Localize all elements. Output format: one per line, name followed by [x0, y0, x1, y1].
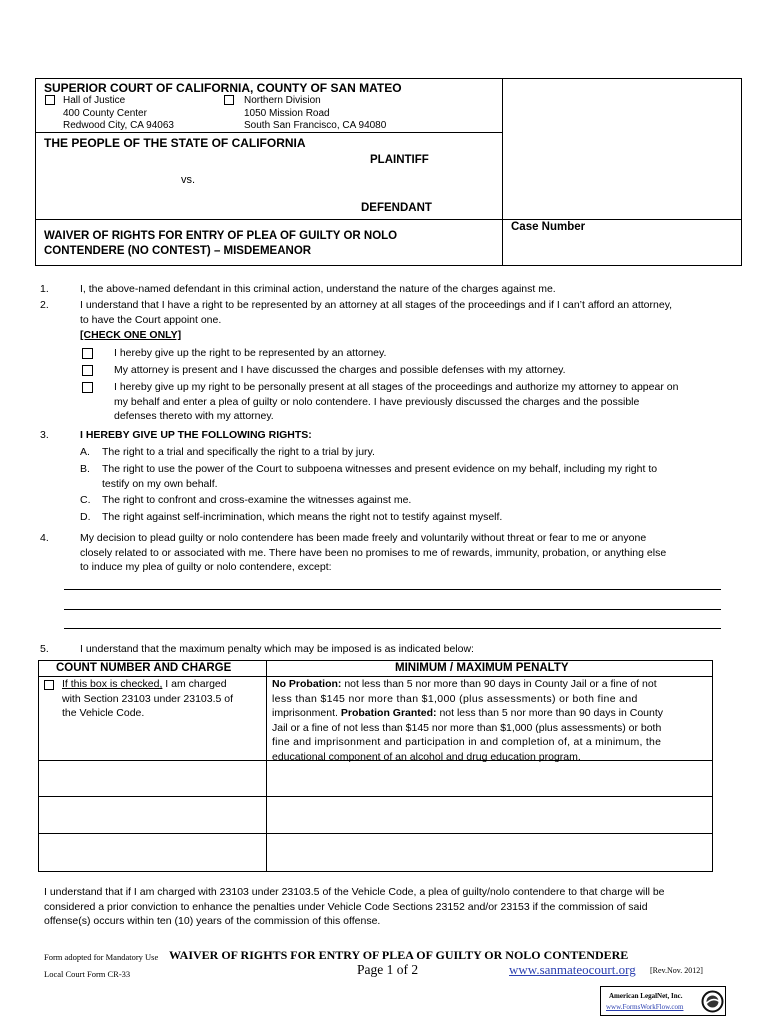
penalty-row-2[interactable]	[267, 761, 711, 795]
footer-page: Page 1 of 2	[357, 962, 419, 977]
people-heading: THE PEOPLE OF THE STATE OF CALIFORNIA	[44, 136, 306, 150]
item-1-text: I, the above-named defendant in this criminal action, understand the nature of the charges against me.	[80, 283, 556, 295]
charge-row-4[interactable]	[39, 834, 265, 870]
right-c-letter: C.	[80, 494, 91, 506]
waive-presence-checkbox[interactable]	[82, 382, 93, 393]
header-border-left	[35, 78, 36, 266]
form-title: WAIVER OF RIGHTS FOR ENTRY OF PLEA OF GUILTY OR NOLO CONTENDERE (NO CONTEST) – MISDEMEANOR	[44, 230, 398, 257]
hall-of-justice-checkbox[interactable]	[45, 95, 55, 105]
defendant-label: DEFENDANT	[361, 202, 432, 214]
publisher-name: American LegalNet, Inc.	[609, 992, 683, 1000]
right-d-text: The right against self-incrimination, which means the right not to testify against myself.	[102, 511, 503, 523]
waive-attorney-text: I hereby give up the right to be represented by an attorney.	[114, 347, 387, 359]
item-2-text: I understand that I have a right to be represented by an attorney at all stages of the proceedings and if I can’t afford an attorney, to have the Court appoint one.	[80, 299, 673, 326]
publisher-logo-icon	[701, 990, 724, 1013]
hall-of-justice-address: Hall of Justice 400 County Center Redwood City, CA 94063	[63, 95, 174, 131]
case-number-label: Case Number	[511, 221, 586, 233]
publisher-box	[600, 986, 726, 1016]
footer-website-link[interactable]: www.sanmateocourt.org	[509, 962, 636, 977]
court-title: SUPERIOR COURT OF CALIFORNIA, COUNTY OF SAN MATEO	[44, 81, 402, 95]
attorney-present-checkbox[interactable]	[82, 365, 93, 376]
exceptions-line-1[interactable]	[64, 589, 721, 590]
item-5-text: I understand that the maximum penalty which may be imposed is as indicated below:	[80, 643, 474, 655]
attorney-present-text: My attorney is present and I have discussed the charges and possible defenses with my attorney.	[114, 364, 566, 376]
right-b-text: The right to use the power of the Court to subpoena witnesses and present evidence on my behalf, including my right to testify on my own behalf.	[102, 463, 658, 490]
header-divider	[502, 78, 503, 266]
right-c-text: The right to confront and cross-examine the witnesses against me.	[102, 494, 412, 506]
versus-label: vs.	[181, 174, 196, 186]
footer-form-id: Local Court Form CR-33	[44, 969, 131, 979]
footer-title: WAIVER OF RIGHTS FOR ENTRY OF PLEA OF GUILTY OR NOLO CONTENDERE	[169, 948, 629, 962]
footer-adopted: Form adopted for Mandatory Use	[44, 952, 159, 962]
item-4-text: My decision to plead guilty or nolo contendere has been made freely and voluntarily without threat or fear to me or anyone closely related to or associated with me. There have been no promises to me of rewards, immunity, probation, or anything else to induce my plea of guilty or nolo contendere, except:	[80, 532, 667, 573]
publisher-link[interactable]: www.FormsWorkFlow.com	[606, 1003, 684, 1011]
exceptions-line-2[interactable]	[64, 609, 721, 610]
right-a-letter: A.	[80, 446, 90, 458]
waive-attorney-checkbox[interactable]	[82, 348, 93, 359]
right-d-letter: D.	[80, 511, 91, 523]
item-2-number: 2.	[40, 299, 49, 311]
northern-division-address: Northern Division 1050 Mission Road South San Francisco, CA 94080	[244, 95, 387, 131]
plaintiff-label: PLAINTIFF	[370, 154, 429, 166]
check-one-only: [CHECK ONE ONLY]	[80, 329, 182, 341]
northern-division-checkbox[interactable]	[224, 95, 234, 105]
rights-heading: I HEREBY GIVE UP THE FOLLOWING RIGHTS:	[80, 429, 312, 441]
vehicle-code-charge: If this box is checked, I am charged with Section 23103 under 23103.5 of the Vehicle Code.	[62, 678, 234, 719]
right-b-letter: B.	[80, 463, 90, 475]
closing-paragraph: I understand that if I am charged with 23103 under 23103.5 of the Vehicle Code, a plea of guilty/nolo contendere to that charge will be considered a prior conviction to enhance the penalties under Vehicle Code Sections 23152 and/or 23153 if the commission of said offense(s) occurs within ten (10) years of the commission of this offense.	[44, 886, 665, 927]
exceptions-line-3[interactable]	[64, 628, 721, 629]
footer-revision: [Rev.Nov. 2012]	[650, 966, 703, 975]
charge-row-3[interactable]	[39, 797, 265, 832]
count-charge-header: COUNT NUMBER AND CHARGE	[56, 662, 232, 674]
item-5-number: 5.	[40, 643, 49, 655]
waive-presence-text: I hereby give up my right to be personally present at all stages of the proceedings and authorize my attorney to appear on my behalf and enter a plea of guilty or nolo contendere. I have previously discussed the charges and the possible defenses thereto with my attorney.	[114, 381, 679, 422]
penalty-header: MINIMUM / MAXIMUM PENALTY	[395, 662, 569, 674]
title-box-top	[35, 219, 742, 220]
vehicle-code-penalty: No Probation: not less than 5 nor more than 90 days in County Jail or a fine of not less than $145 nor more than $1,000 (plus assessments) or both fine and imprisonment. Probation Granted: not less than 5 nor more than 90 days in County Jail or a fine of not less than $145 nor more than $1,000 (plus assessments) or both fine and imprisonment and participation in and completion of, at a minimum, the educational component of an alcohol and drug education program.	[272, 678, 663, 763]
penalty-row-3[interactable]	[267, 797, 711, 832]
penalty-row-4[interactable]	[267, 834, 711, 870]
header-border-bottom	[35, 265, 742, 266]
header-border-right	[741, 78, 742, 266]
charge-row-2[interactable]	[39, 761, 265, 795]
item-4-number: 4.	[40, 532, 49, 544]
right-a-text: The right to a trial and specifically the right to a trial by jury.	[102, 446, 375, 458]
vehicle-code-checkbox[interactable]	[44, 680, 54, 690]
item-1-number: 1.	[40, 283, 49, 295]
item-3-number: 3.	[40, 429, 49, 441]
header-border-top	[35, 78, 742, 79]
